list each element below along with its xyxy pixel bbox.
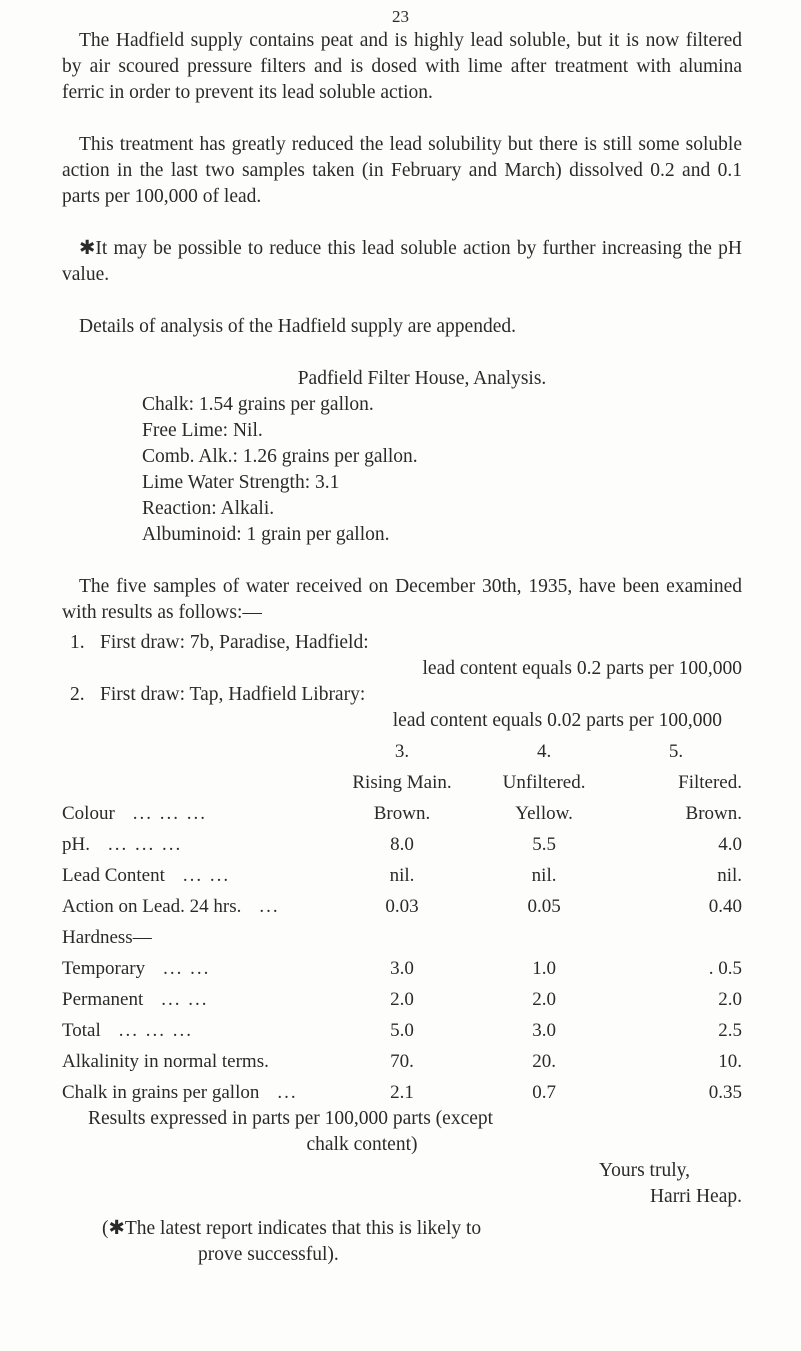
- table-cell: 5.5: [532, 834, 556, 855]
- row-label: Chalk in grains per gallon: [62, 1082, 260, 1103]
- results-table: [62, 734, 742, 1106]
- paragraph-4: Details of analysis of the Hadfield supply are appended.: [79, 316, 516, 337]
- row-label: Temporary: [62, 958, 146, 979]
- row-leader-dots: ... ... ...: [107, 834, 183, 855]
- table-cell: [326, 920, 478, 951]
- table-cell: 2.0: [718, 989, 742, 1010]
- table-row: [62, 920, 742, 951]
- table-cell: 0.7: [532, 1082, 556, 1103]
- column-number: 3.: [394, 741, 410, 762]
- column-header: Unfiltered.: [502, 772, 586, 793]
- row-leader-dots: ... ...: [161, 989, 209, 1010]
- results-note-continued: chalk content): [306, 1134, 418, 1155]
- table-cell: 0.03: [385, 896, 419, 917]
- row-label: Total: [62, 1020, 101, 1041]
- paragraph-3: ✱It may be possible to reduce this lead soluble action by further increasing the pH value.: [62, 238, 742, 285]
- analysis-list: [62, 392, 742, 548]
- table-row: [62, 1044, 742, 1075]
- sample-item: [62, 682, 742, 734]
- table-row: [62, 889, 742, 920]
- row-leader-dots: ...: [277, 1082, 298, 1103]
- table-cell: 2.0: [390, 989, 414, 1010]
- sample-item: [62, 630, 742, 682]
- paragraph-2: This treatment has greatly reduced the lead solubility but there is still some soluble action in the last two samples taken (in February and March) dissolved 0.2 and 0.1 parts per 100,000 of lead.: [62, 134, 742, 207]
- column-number: 4.: [536, 741, 552, 762]
- row-leader-dots: ... ...: [182, 865, 231, 886]
- table-cell: 2.5: [718, 1020, 742, 1041]
- table-row: [62, 827, 742, 858]
- row-label: Lead Content: [62, 865, 165, 886]
- table-header-names: [62, 765, 742, 796]
- row-label: Permanent: [62, 989, 144, 1010]
- table-cell: 4.0: [718, 834, 742, 855]
- table-cell: 2.1: [390, 1082, 414, 1103]
- row-leader-dots: ... ...: [163, 958, 211, 979]
- table-cell: 8.0: [390, 834, 414, 855]
- table-row: [62, 982, 742, 1013]
- analysis-line: Comb. Alk.: 1.26 grains per gallon.: [142, 446, 418, 467]
- analysis-heading: Padfield Filter House, Analysis.: [297, 368, 547, 389]
- table-cell: 5.0: [390, 1020, 414, 1041]
- analysis-line: Chalk: 1.54 grains per gallon.: [142, 394, 374, 415]
- table-cell: 10.: [718, 1051, 742, 1072]
- row-label: Colour: [62, 803, 115, 824]
- table-cell: 20.: [532, 1051, 556, 1072]
- row-label: Action on Lead. 24 hrs.: [62, 896, 242, 917]
- table-cell: nil.: [717, 865, 742, 886]
- table-cell: nil.: [389, 865, 415, 886]
- signoff-name: Harri Heap.: [649, 1186, 742, 1207]
- table-row: [62, 1013, 742, 1044]
- row-label: Hardness—: [62, 927, 152, 948]
- signoff-closing: Yours truly,: [598, 1160, 690, 1181]
- table-cell: . 0.5: [708, 958, 742, 979]
- analysis-line: Reaction: Alkali.: [142, 498, 275, 519]
- row-leader-dots: ... ... ...: [118, 1020, 194, 1041]
- row-leader-dots: ...: [259, 896, 280, 917]
- analysis-line: Free Lime: Nil.: [142, 420, 263, 441]
- sample-detail: lead content equals 0.2 parts per 100,000: [422, 658, 742, 679]
- table-cell: nil.: [531, 865, 557, 886]
- table-row: [62, 796, 742, 827]
- samples-intro: The five samples of water received on December 30th, 1935, have been examined with results as follows:—: [62, 576, 742, 623]
- table-cell: Yellow.: [515, 803, 573, 824]
- table-cell: Brown.: [685, 803, 742, 824]
- analysis-line: Lime Water Strength: 3.1: [142, 472, 340, 493]
- sample-number: 1.: [70, 632, 85, 653]
- sample-detail: lead content equals 0.02 parts per 100,000: [392, 710, 722, 731]
- table-header-numbers: [62, 734, 742, 765]
- row-label: pH.: [62, 834, 90, 855]
- table-cell: 70.: [390, 1051, 414, 1072]
- table-cell: 0.40: [708, 896, 742, 917]
- page-number: 23: [392, 7, 409, 26]
- table-cell: 3.0: [532, 1020, 556, 1041]
- table-row: [62, 1075, 742, 1106]
- sample-number: 2.: [70, 684, 85, 705]
- analysis-line: Albuminoid: 1 grain per gallon.: [142, 524, 390, 545]
- column-header: Rising Main.: [352, 772, 452, 793]
- table-cell: [610, 920, 742, 951]
- table-cell: 3.0: [390, 958, 414, 979]
- footnote-continued: prove successful).: [198, 1244, 339, 1265]
- row-leader-dots: ... ... ...: [132, 803, 208, 824]
- table-row: [62, 858, 742, 889]
- footnote: (✱The latest report indicates that this is likely to: [102, 1218, 482, 1239]
- table-cell: [478, 920, 610, 951]
- results-note: Results expressed in parts per 100,000 parts (except: [88, 1108, 494, 1129]
- row-label: Alkalinity in normal terms.: [62, 1051, 269, 1072]
- table-cell: 0.35: [708, 1082, 742, 1103]
- table-row: [62, 951, 742, 982]
- column-header: Filtered.: [678, 772, 742, 793]
- table-cell: 0.05: [527, 896, 561, 917]
- paragraph-1: The Hadfield supply contains peat and is highly lead soluble, but it is now filtered by air scoured pressure filters and is dosed with lime after treatment with alumina ferric in order to prevent its lead soluble action.: [62, 30, 742, 103]
- sample-title: First draw: Tap, Hadfield Library:: [100, 684, 366, 705]
- column-number: 5.: [668, 741, 684, 762]
- table-cell: Brown.: [373, 803, 431, 824]
- table-cell: 2.0: [532, 989, 556, 1010]
- document-body: [62, 28, 742, 1268]
- table-cell: 1.0: [532, 958, 556, 979]
- sample-title: First draw: 7b, Paradise, Hadfield:: [100, 632, 369, 653]
